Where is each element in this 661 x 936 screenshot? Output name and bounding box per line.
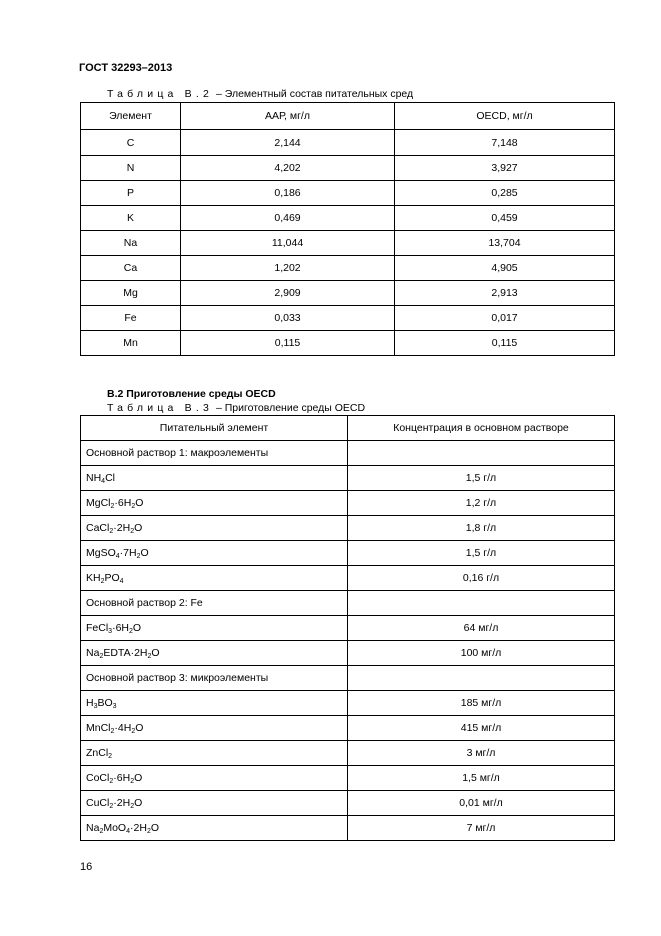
table-row — [81, 691, 615, 716]
cell-oecd-value: 2,913 — [395, 281, 615, 306]
table-row — [81, 231, 615, 256]
table-row — [81, 466, 615, 491]
table-row — [81, 641, 615, 666]
column-header-concentration: Концентрация в основном растворе — [348, 416, 615, 441]
cell-concentration: 3 мг/л — [348, 741, 615, 766]
table-row — [81, 156, 615, 181]
cell-aap-value: 0,115 — [181, 331, 395, 356]
table-row — [81, 491, 615, 516]
cell-concentration: 185 мг/л — [348, 691, 615, 716]
cell-aap-value: 0,186 — [181, 181, 395, 206]
cell-concentration — [348, 441, 615, 466]
cell-nutrient: $MgCl_2\cdot 6H_2O$ — [81, 491, 348, 516]
table-row — [81, 256, 615, 281]
table-row — [81, 616, 615, 641]
table-row — [81, 306, 615, 331]
cell-aap-value: 2,144 — [181, 130, 395, 156]
table-b3-header-row — [81, 416, 615, 441]
table-row — [81, 741, 615, 766]
cell-aap-value: 0,469 — [181, 206, 395, 231]
cell-concentration: 1,5 г/л — [348, 541, 615, 566]
cell-concentration — [348, 666, 615, 691]
table-row — [81, 331, 615, 356]
page-number: 16 — [80, 861, 93, 873]
table-row — [81, 766, 615, 791]
cell-concentration: 1,8 г/л — [348, 516, 615, 541]
table-row — [81, 716, 615, 741]
cell-concentration: 1,5 г/л — [348, 466, 615, 491]
cell-nutrient: $KH_2PO_4$ — [81, 566, 348, 591]
cell-oecd-value: 0,115 — [395, 331, 615, 356]
cell-concentration: 100 мг/л — [348, 641, 615, 666]
table-row — [81, 666, 615, 691]
column-header-nutrient: Питательный элемент — [81, 416, 348, 441]
table-b2 — [80, 102, 615, 356]
cell-element: Mg — [81, 281, 181, 306]
table-row — [81, 281, 615, 306]
table-row — [81, 181, 615, 206]
cell-element: N — [81, 156, 181, 181]
cell-element: Fe — [81, 306, 181, 331]
table-row — [81, 791, 615, 816]
table-row — [81, 206, 615, 231]
cell-element: Na — [81, 231, 181, 256]
cell-nutrient: $CoCl_2\cdot 6H_2O$ — [81, 766, 348, 791]
cell-nutrient: $MgSO_4\cdot 7H_2O$ — [81, 541, 348, 566]
cell-nutrient: $Na_2MoO_4\cdot 2H_2O$ — [81, 816, 348, 841]
column-header-aap: ААР, мг/л — [181, 103, 395, 130]
cell-nutrient: $CaCl_2\cdot 2H_2O$ — [81, 516, 348, 541]
cell-concentration: 7 мг/л — [348, 816, 615, 841]
cell-aap-value: 4,202 — [181, 156, 395, 181]
cell-oecd-value: 0,285 — [395, 181, 615, 206]
cell-concentration: 0,01 мг/л — [348, 791, 615, 816]
table-b3-caption-prefix: Таблица В.3 — [107, 402, 214, 414]
table-row — [81, 591, 615, 616]
cell-nutrient: $FeCl_3\cdot 6H_2O$ — [81, 616, 348, 641]
cell-oecd-value: 4,905 — [395, 256, 615, 281]
cell-concentration: 0,16 г/л — [348, 566, 615, 591]
cell-nutrient: $H_3BO_3$ — [81, 691, 348, 716]
section-heading: В.2 Приготовление среды OECD — [107, 388, 276, 400]
cell-nutrient: $Na_2EDTA\cdot 2H_2O$ — [81, 641, 348, 666]
table-b3 — [80, 415, 615, 841]
table-b2-body — [81, 130, 615, 356]
cell-oecd-value: 3,927 — [395, 156, 615, 181]
cell-nutrient: Основной раствор 2: Fe — [81, 591, 348, 616]
cell-element: K — [81, 206, 181, 231]
cell-oecd-value: 0,017 — [395, 306, 615, 331]
table-row — [81, 566, 615, 591]
document-code: ГОСТ 32293–2013 — [79, 62, 173, 74]
cell-nutrient: ZnCl$_2$ — [81, 741, 348, 766]
table-b3-caption — [107, 402, 365, 414]
table-row — [81, 441, 615, 466]
table-b2-caption-prefix: Таблица В.2 — [107, 88, 214, 100]
cell-nutrient: $MnCl_2\cdot 4H_2O$ — [81, 716, 348, 741]
cell-aap-value: 11,044 — [181, 231, 395, 256]
cell-element: Ca — [81, 256, 181, 281]
cell-concentration: 415 мг/л — [348, 716, 615, 741]
cell-nutrient: $CuCl_2\cdot 2H_2O$ — [81, 791, 348, 816]
cell-aap-value: 2,909 — [181, 281, 395, 306]
column-header-element: Элемент — [81, 103, 181, 130]
table-row — [81, 516, 615, 541]
cell-oecd-value: 7,148 — [395, 130, 615, 156]
table-row — [81, 541, 615, 566]
cell-aap-value: 1,202 — [181, 256, 395, 281]
cell-nutrient: $NH_4Cl$ — [81, 466, 348, 491]
cell-nutrient: Основной раствор 3: микроэлементы — [81, 666, 348, 691]
cell-concentration: 64 мг/л — [348, 616, 615, 641]
table-b2-caption-title: – Элементный состав питательных сред — [215, 88, 414, 100]
cell-aap-value: 0,033 — [181, 306, 395, 331]
column-header-oecd: OECD, мг/л — [395, 103, 615, 130]
table-b2-caption — [107, 88, 413, 100]
cell-element: Mn — [81, 331, 181, 356]
table-b3-caption-title: – Приготовление среды OECD — [215, 402, 366, 414]
cell-element: C — [81, 130, 181, 156]
table-b3-body — [81, 441, 615, 841]
cell-oecd-value: 13,704 — [395, 231, 615, 256]
table-b2-header-row — [81, 103, 615, 130]
table-row — [81, 130, 615, 156]
cell-concentration: 1,5 мг/л — [348, 766, 615, 791]
cell-oecd-value: 0,459 — [395, 206, 615, 231]
cell-element: P — [81, 181, 181, 206]
cell-concentration: 1,2 г/л — [348, 491, 615, 516]
cell-nutrient: Основной раствор 1: макроэлементы — [81, 441, 348, 466]
cell-concentration — [348, 591, 615, 616]
table-row — [81, 816, 615, 841]
